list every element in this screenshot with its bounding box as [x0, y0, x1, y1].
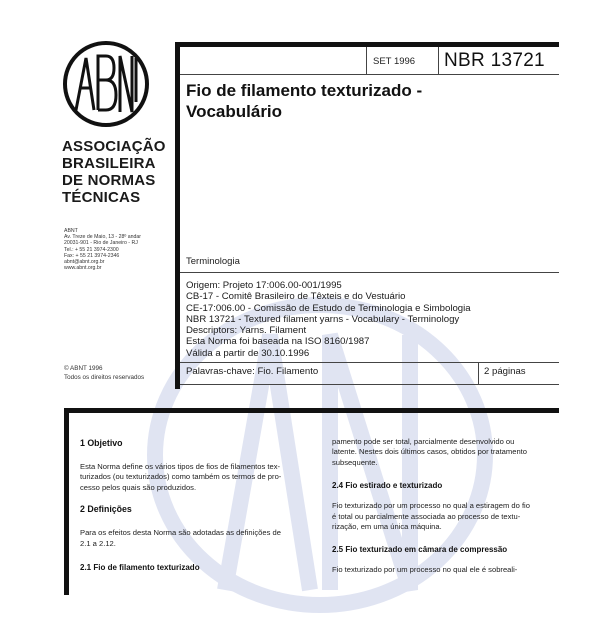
paragraph-line: turizados (ou texturizados) como também os termos de pro- [80, 472, 282, 482]
paragraph-line: latente. Nestes dois últimos casos, obtidos por tratamento [332, 447, 528, 457]
paragraph-line: é total ou parcialmente associada ao processo de textu- [332, 511, 521, 521]
section-heading: 1 Objetivo [80, 438, 123, 448]
origin-line: Válida a partir de 30.10.1996 [186, 347, 310, 359]
origin-block [186, 280, 556, 359]
paragraph-line: pamento pode ser total, parcialmente desenvolvido ou [332, 437, 515, 446]
origin-line: Esta Norma foi baseada na ISO 8160/1987 [186, 336, 370, 348]
address-line: ABNT [64, 228, 78, 234]
address-line: abnt@abnt.org.br [64, 259, 105, 266]
page-count: 2 páginas [484, 366, 526, 377]
header-frame-top [175, 42, 559, 47]
standard-number: NBR 13721 [444, 50, 545, 71]
paragraph-line: rização, em uma única máquina. [332, 522, 442, 532]
right-column [332, 437, 560, 576]
divider [438, 47, 439, 74]
abnt-logo-icon [62, 40, 150, 128]
divider [366, 47, 367, 74]
origin-line: CB-17 - Comitê Brasileiro de Têxteis e do Vestuário [186, 291, 406, 303]
origin-line: NBR 13721 - Textured filament yarns - Vocabulary - Terminology [186, 313, 460, 325]
paragraph [332, 565, 560, 575]
section-heading: 2 Definições [80, 504, 132, 515]
address-line: www.abnt.org.br [64, 265, 102, 272]
subsection-heading: 2.5 Fio texturizado em câmara de compressão [332, 545, 508, 555]
paragraph [80, 462, 308, 493]
section-label: Terminologia [186, 256, 240, 267]
paragraph-line: Esta Norma define os vários tipos de fios de filamentos tex- [80, 462, 281, 471]
paragraph [332, 437, 560, 468]
org-name-line-4: TÉCNICAS [62, 189, 141, 206]
subsection-heading: 2.1 Fio de filamento texturizado [80, 563, 200, 573]
divider [180, 384, 559, 385]
paragraph-line: Fio texturizado por um processo no qual ele é sobreali- [332, 565, 518, 575]
org-name-line-3: DE NORMAS [62, 172, 156, 189]
paragraph [80, 528, 308, 549]
header-frame-vertical [175, 42, 180, 389]
address-block [64, 228, 174, 271]
origin-line: Descriptors: Yarns. Filament [186, 325, 307, 337]
paragraph-line: subsequente. [332, 457, 378, 467]
paragraph [332, 501, 560, 532]
body-frame-vertical [64, 408, 69, 595]
body-frame-top [64, 408, 559, 413]
title-line: Fio de filamento texturizado - [186, 81, 423, 100]
address-line: Av. Treze de Maio, 13 - 28º andar [64, 234, 141, 241]
divider [180, 362, 559, 363]
title-line: Vocabulário [186, 102, 283, 121]
origin-line: CE-17:006.00 - Comissão de Estudo de Terminologia e Simbologia [186, 302, 471, 314]
copyright-block [64, 365, 174, 382]
divider [478, 363, 479, 384]
origin-line: Origem: Projeto 17:006.00-001/1995 [186, 280, 342, 291]
copyright-line: Todos os direitos reservados [64, 373, 145, 381]
address-line: Tel.: + 55 21 3974-2300 [64, 246, 119, 253]
address-line: 20031-901 - Rio de Janeiro - RJ [64, 240, 138, 247]
keywords: Palavras-chave: Fio. Filamento [186, 366, 319, 377]
copyright-line: © ABNT 1996 [64, 365, 103, 372]
document-title [186, 80, 556, 122]
divider [180, 272, 559, 273]
subsection-heading: 2.4 Fio estirado e texturizado [332, 481, 443, 491]
divider [180, 74, 559, 75]
paragraph-line: 2.1 a 2.12. [80, 538, 116, 548]
paragraph-line: Para os efeitos desta Norma são adotadas as definições de [80, 528, 281, 538]
left-column [80, 438, 308, 572]
paragraph-line: cesso pelos quais são produzidos. [80, 482, 197, 492]
paragraph-line: Fio texturizado por um processo no qual a estiragem do fio [332, 501, 530, 511]
publication-date: SET 1996 [373, 56, 416, 67]
address-line: Fax: + 55 21 3974-2346 [64, 252, 120, 259]
org-name-line-2: BRASILEIRA [62, 155, 156, 172]
org-name-line-1: ASSOCIAÇÃO [62, 138, 166, 155]
